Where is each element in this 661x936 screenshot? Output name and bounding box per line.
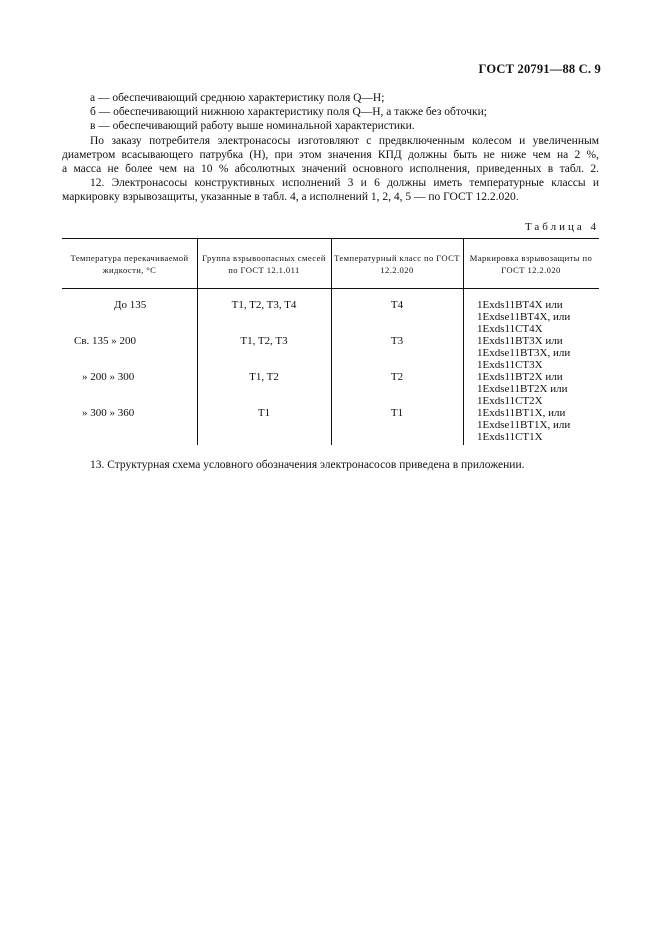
row-3-temperature: » 200 » 300 bbox=[82, 371, 135, 383]
marking-line: 1Exds11BT4X или bbox=[477, 299, 563, 311]
marking-line: 1Exds11CT2X bbox=[477, 395, 543, 407]
marking-line: 1Exds11BT3X или bbox=[477, 335, 563, 347]
para-12-line-2: маркировку взрывозащиты, указанные в табл. 4, а исполнений 1, 2, 4, 5 — по ГОСТ 12.2.020. bbox=[62, 191, 519, 204]
marking-line: 1Exdse11BT1X, или bbox=[477, 419, 571, 431]
header-marking: Маркировка взрывозащиты по ГОСТ 12.2.020 bbox=[469, 253, 593, 275]
marking-line: 1Exds11CT1X bbox=[477, 431, 543, 443]
marking-line: 1Exdse11BT2X или bbox=[477, 383, 568, 395]
row-2-temperature: Св. 135 » 200 bbox=[74, 335, 137, 347]
row-4-group: T1 bbox=[257, 407, 271, 419]
header-mixture-group: Группа взрывоопасных смесей по ГОСТ 12.1.011 bbox=[202, 253, 326, 275]
marking-line: 1Exds11BT2X или bbox=[477, 371, 563, 383]
para-order-line-2: диаметром всасывающего патрубка (Н), при этом значения КПД должны быть не ниже чем на 2 %, bbox=[62, 148, 599, 161]
header-temperature: Температура перекачиваемой жидкости, °С bbox=[70, 253, 189, 275]
row-4-class: T1 bbox=[390, 407, 404, 419]
table-4 bbox=[62, 238, 599, 445]
marking-line: 1Exdse11BT4X, или bbox=[477, 311, 571, 323]
row-3-marking bbox=[477, 371, 568, 407]
table-caption: Таблица 4 bbox=[524, 221, 599, 233]
line-b: б — обеспечивающий нижнюю характеристику поля Q—Н, а также без обточки; bbox=[90, 106, 487, 119]
body-text bbox=[62, 91, 599, 205]
row-1-class: T4 bbox=[390, 299, 404, 311]
marking-line: 1Exdse11BT3X, или bbox=[477, 347, 571, 359]
row-2-class: T3 bbox=[390, 335, 404, 347]
row-3-group: T1, T2 bbox=[249, 371, 279, 383]
marking-line: 1Exds11BT1X, или bbox=[477, 407, 566, 419]
line-a: а — обеспечивающий среднюю характеристику поля Q—Н; bbox=[90, 92, 385, 104]
marking-line: 1Exds11CT4X bbox=[477, 323, 543, 335]
para-order-line-1: По заказу потребителя электронасосы изготовляют с предвключенным колесом и увеличенным bbox=[90, 134, 599, 147]
para-12-line-1: 12. Электронасосы конструктивных исполнений 3 и 6 должны иметь температурные классы и bbox=[90, 177, 599, 190]
marking-line: 1Exds11CT3X bbox=[477, 359, 543, 371]
row-1-temperature: До 135 bbox=[114, 299, 147, 311]
row-1-group: T1, T2, T3, T4 bbox=[231, 299, 297, 311]
page-header: ГОСТ 20791—88 С. 9 bbox=[478, 62, 601, 76]
para-13: 13. Структурная схема условного обозначения электронасосов приведена в приложении. bbox=[90, 459, 525, 471]
row-4-marking bbox=[477, 407, 570, 443]
row-2-group: T1, T2, T3 bbox=[240, 335, 288, 347]
para-order-line-3: а масса не более чем на 10 % абсолютных значений основного исполнения, приведенных в табл. 2. bbox=[62, 163, 599, 176]
row-1-marking bbox=[477, 299, 570, 335]
row-3-class: T2 bbox=[390, 371, 404, 383]
header-temp-class: Температурный класс по ГОСТ 12.2.020 bbox=[334, 253, 460, 275]
row-2-marking bbox=[477, 335, 570, 371]
row-4-temperature: » 300 » 360 bbox=[82, 407, 135, 419]
line-v: в — обеспечивающий работу выше номинальной характеристики. bbox=[90, 120, 415, 133]
